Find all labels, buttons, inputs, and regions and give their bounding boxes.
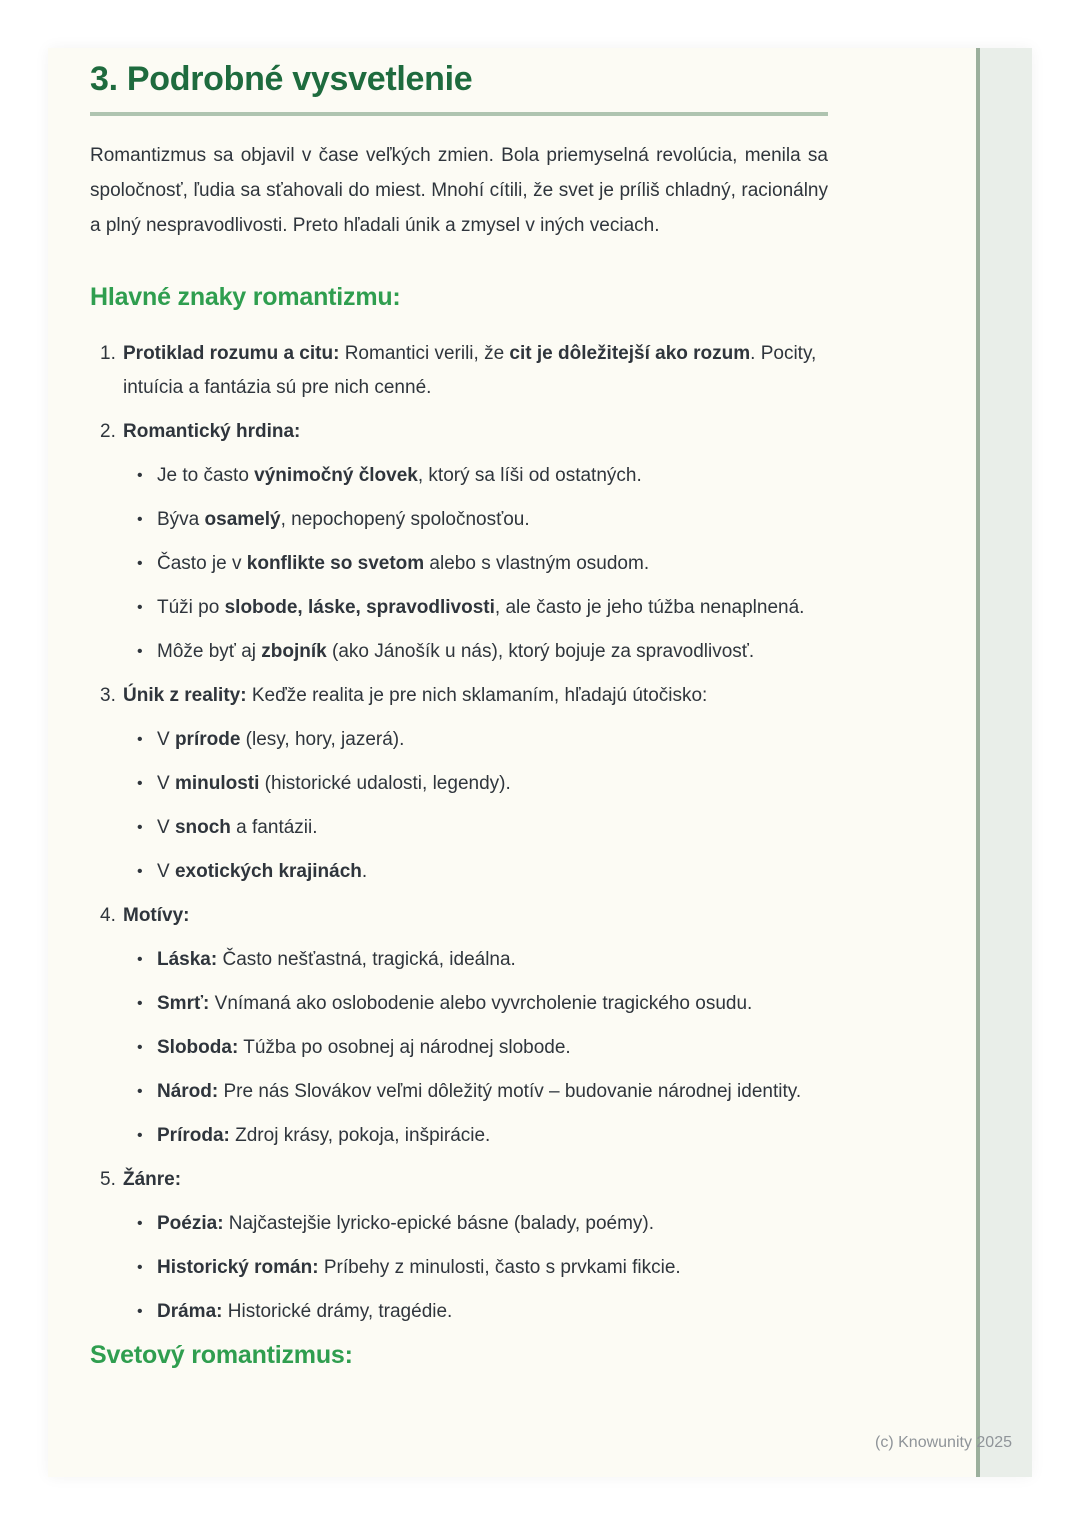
item-number: 3. (100, 685, 116, 706)
bullet-icon: • (137, 511, 143, 528)
bold-run: Historický román: (157, 1257, 319, 1278)
text-run: Romantici verili, že (339, 343, 510, 364)
bullet-text (157, 1031, 828, 1065)
bullet-text (157, 1075, 828, 1109)
bullet-icon: • (137, 731, 143, 748)
bullet-icon: • (137, 951, 143, 968)
text-run: Najčastejšie lyricko-epické básne (balady, poémy). (223, 1213, 655, 1234)
text-run: V (157, 773, 175, 794)
text-run: (historické udalosti, legendy). (259, 773, 511, 794)
bullet-text (157, 723, 828, 757)
text-run: Býva (157, 509, 205, 530)
bold-run: Protiklad rozumu a citu: (123, 343, 340, 364)
item-number: 5. (100, 1169, 116, 1190)
text-run: V (157, 817, 175, 838)
text-run: Často je v (157, 553, 247, 574)
item-number: 4. (100, 905, 116, 926)
sub-bullet-list (123, 459, 828, 669)
numbered-item (100, 899, 828, 1153)
bullet-item (137, 1075, 828, 1109)
text-run: Pre nás Slovákov veľmi dôležitý motív – budovanie národnej identity. (218, 1081, 802, 1102)
item-lead (123, 679, 828, 713)
bullet-item (137, 547, 828, 581)
page-edge-strip (976, 48, 1032, 1477)
bullet-item (137, 635, 828, 669)
text-run: . Pocity, intuícia a fantázia sú pre nich cenné. (123, 343, 817, 398)
bullet-icon: • (137, 1215, 143, 1232)
bold-run: Únik z reality: (123, 685, 247, 706)
bold-run: Sloboda: (157, 1037, 239, 1058)
bold-run: výnimočný človek (254, 465, 418, 486)
item-row (100, 899, 828, 1153)
watermark: (c) Knowunity 2025 (875, 1434, 1012, 1451)
bold-run: exotických krajinách (174, 861, 362, 882)
bullet-icon: • (137, 863, 143, 880)
bullet-icon: • (137, 1039, 143, 1056)
bullet-text (157, 855, 828, 889)
text-run: . (361, 861, 368, 882)
text-run: Túžba po osobnej aj národnej slobode. (238, 1037, 571, 1058)
item-body (123, 415, 828, 669)
bullet-item (137, 855, 828, 889)
item-body (123, 1163, 828, 1329)
bullet-icon: • (137, 599, 143, 616)
bullet-item (137, 987, 828, 1021)
bold-run: konflikte so svetom (246, 553, 425, 574)
text-run: Túži po (157, 597, 225, 618)
bullet-text (157, 811, 828, 845)
bold-run: cit je dôležitejší ako rozum (509, 343, 751, 364)
text-run: Príbehy z minulosti, často s prvkami fikcie. (318, 1257, 681, 1278)
bold-run: Motívy: (123, 905, 190, 926)
bold-run: Smrť: (157, 993, 210, 1014)
title-divider (90, 112, 828, 116)
text-run: Zdroj krásy, pokoja, inšpirácie. (229, 1125, 491, 1146)
bold-run: prírode (174, 729, 241, 750)
item-body (123, 899, 828, 1153)
numbered-item (100, 679, 828, 889)
bullet-text (157, 943, 828, 977)
bold-run: Národ: (157, 1081, 219, 1102)
text-run: Keďže realita je pre nich sklamaním, hľadajú útočisko: (246, 685, 708, 706)
text-run: Môže byť aj (157, 641, 262, 662)
numbered-item (100, 1163, 828, 1329)
bullet-text (157, 1251, 828, 1285)
bold-run: Romantický hrdina: (123, 421, 301, 442)
bullet-icon: • (137, 467, 143, 484)
bold-run: snoch (174, 817, 231, 838)
bullet-icon: • (137, 1259, 143, 1276)
text-run: V (157, 861, 175, 882)
features-list (90, 337, 828, 1329)
bullet-item (137, 1031, 828, 1065)
bold-run: osamelý (204, 509, 281, 530)
section-heading-main: Hlavné znaky romantizmu: (90, 283, 401, 311)
bullet-item (137, 1251, 828, 1285)
bullet-icon: • (137, 995, 143, 1012)
bullet-item (137, 723, 828, 757)
item-body (123, 337, 828, 405)
bold-run: slobode, láske, spravodlivosti (224, 597, 495, 618)
bullet-item (137, 591, 828, 625)
bullet-icon: • (137, 1127, 143, 1144)
page-title: 3. Podrobné vysvetlenie (90, 60, 473, 98)
item-row (100, 337, 828, 405)
bullet-text (157, 547, 828, 581)
bullet-icon: • (137, 1083, 143, 1100)
section-heading-next: Svetový romantizmus: (90, 1341, 353, 1369)
bullet-icon: • (137, 555, 143, 572)
bullet-text (157, 1207, 828, 1241)
bold-run: Dráma: (157, 1301, 223, 1322)
sub-bullet-list (123, 723, 828, 889)
item-number: 2. (100, 421, 116, 442)
text-run: a fantázii. (230, 817, 318, 838)
bullet-item (137, 1207, 828, 1241)
text-run: alebo s vlastným osudom. (424, 553, 650, 574)
bullet-item (137, 943, 828, 977)
sub-bullet-list (123, 1207, 828, 1329)
bullet-item (137, 811, 828, 845)
item-body (123, 679, 828, 889)
text-run: V (157, 729, 175, 750)
bullet-item (137, 1295, 828, 1329)
bullet-text (157, 767, 828, 801)
bullet-item (137, 767, 828, 801)
text-run: , ale často je jeho túžba nenaplnená. (494, 597, 805, 618)
text-run: , nepochopený spoločnosťou. (280, 509, 530, 530)
page-content (90, 48, 828, 1371)
bold-run: Poézia: (157, 1213, 224, 1234)
bullet-text (157, 503, 828, 537)
bullet-item (137, 459, 828, 493)
item-row (100, 1163, 828, 1329)
numbered-item (100, 415, 828, 669)
item-row (100, 679, 828, 889)
numbered-item (100, 337, 828, 405)
intro-paragraph: Romantizmus sa objavil v čase veľkých zmien. Bola priemyselná revolúcia, menila sa spoločnosť, ľudia sa sťahovali do miest. Mnohí cítili, že svet je príliš chladný, racionálny a plný nespravodlivosti. Preto hľadali únik a zmysel v iných veciach. (90, 145, 828, 236)
text-run: Je to často (157, 465, 255, 486)
bold-run: Láska: (157, 949, 218, 970)
bullet-icon: • (137, 775, 143, 792)
item-lead (123, 337, 828, 405)
item-lead (123, 1163, 828, 1197)
bold-run: Žánre: (123, 1169, 182, 1190)
bullet-icon: • (137, 819, 143, 836)
item-row (100, 415, 828, 669)
sub-bullet-list (123, 943, 828, 1153)
bullet-item (137, 503, 828, 537)
notes-page-card (48, 48, 1032, 1477)
text-run: Historické drámy, tragédie. (222, 1301, 453, 1322)
bullet-text (157, 635, 828, 669)
item-lead (123, 899, 828, 933)
bullet-text (157, 459, 828, 493)
text-run: Vnímaná ako oslobodenie alebo vyvrcholenie tragického osudu. (209, 993, 753, 1014)
bold-run: Príroda: (157, 1125, 230, 1146)
bullet-text (157, 1119, 828, 1153)
text-run: Často nešťastná, tragická, ideálna. (217, 949, 516, 970)
bold-run: minulosti (174, 773, 260, 794)
text-run: (lesy, hory, jazerá). (240, 729, 405, 750)
bullet-icon: • (137, 643, 143, 660)
bullet-item (137, 1119, 828, 1153)
bullet-text (157, 591, 828, 625)
bold-run: zbojník (261, 641, 327, 662)
bullet-text (157, 987, 828, 1021)
item-lead (123, 415, 828, 449)
text-run: , ktorý sa líši od ostatných. (417, 465, 642, 486)
bullet-text (157, 1295, 828, 1329)
bullet-icon: • (137, 1303, 143, 1320)
text-run: (ako Jánošík u nás), ktorý bojuje za spravodlivosť. (326, 641, 755, 662)
item-number: 1. (100, 343, 116, 364)
